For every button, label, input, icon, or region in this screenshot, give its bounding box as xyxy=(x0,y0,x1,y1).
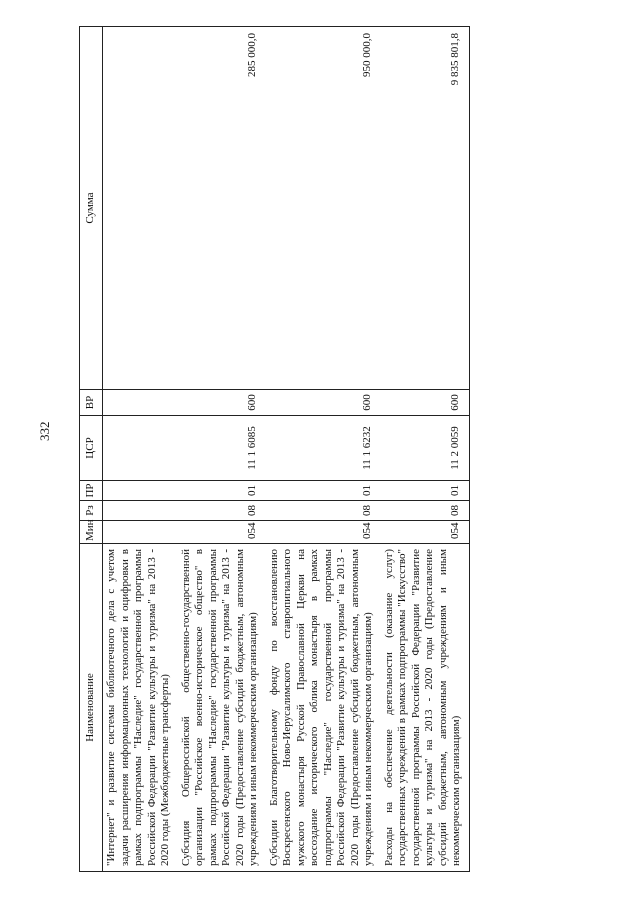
page-number: 332 xyxy=(37,421,52,441)
row-csr: 11 2 0059 xyxy=(381,416,470,481)
row-pr: 01 xyxy=(381,481,470,501)
row-min: 054 xyxy=(381,521,470,544)
budget-table xyxy=(79,26,470,872)
table-row xyxy=(178,27,266,872)
row-csr: 11 1 6232 xyxy=(266,416,381,481)
row-csr xyxy=(103,416,178,481)
header-rz: Рз xyxy=(80,501,103,521)
row-rz: 08 xyxy=(381,501,470,521)
row-sum: 9 835 801,8 xyxy=(381,27,470,390)
row-name: Расходы на обеспечение деятельности (оказание услуг) государственных учреждений в рамках подпрограммы "Искусство" государственной программы Российской Федерации "Развитие культуры и туризма" на 2013 - 2020 годы (Предоставление субсидий бюджетным, автономным учреждениям и иным некоммерческим организациям) xyxy=(381,544,470,872)
row-sum: 950 000,0 xyxy=(266,27,381,390)
row-csr: 11 1 6085 xyxy=(178,416,266,481)
table-header-row xyxy=(80,27,103,872)
header-sum: Сумма xyxy=(80,27,103,390)
row-pr xyxy=(103,481,178,501)
row-rz xyxy=(103,501,178,521)
row-name: Субсидия Общероссийской общественно-государственной организации "Российское военно-историческое общество" в рамках подпрограммы "Наследие" государственной программы Российской Федерации "Развитие культуры и туризма" на 2013 - 2020 годы (Предоставление субсидий бюджетным, автономным учреждениям и иным некоммерческим организациям) xyxy=(178,544,266,872)
row-vr: 600 xyxy=(266,390,381,416)
row-vr: 600 xyxy=(381,390,470,416)
table-row xyxy=(381,27,470,872)
table-row xyxy=(103,27,178,872)
budget-table-rotated xyxy=(79,27,575,872)
row-rz: 08 xyxy=(178,501,266,521)
row-vr: 600 xyxy=(178,390,266,416)
row-name: Субсидии Благотворительному фонду по восстановлению Воскресенского Ново-Иерусалимского ставропигиального мужского монастыря Русской Православной Церкви на воссоздание исторического облика монастыря в рамках подпрограммы "Наследие" государственной программы Российской Федерации "Развитие культуры и туризма" на 2013 - 2020 годы (Предоставление субсидий бюджетным, автономным учреждениям и иным некоммерческим организациям) xyxy=(266,544,381,872)
row-sum: 285 000,0 xyxy=(178,27,266,390)
row-rz: 08 xyxy=(266,501,381,521)
row-min: 054 xyxy=(266,521,381,544)
header-name: Наименование xyxy=(80,544,103,872)
header-min: Мин xyxy=(80,521,103,544)
header-vr: ВР xyxy=(80,390,103,416)
row-name: "Интернет" и развитие системы библиотечного дела с учетом задачи расширения информационных технологий и оцифровки в рамках подпрограммы "Наследие" государственной программы Российской Федерации "Развитие культуры и туризма" на 2013 - 2020 годы (Межбюджетные трансферты) xyxy=(103,544,178,872)
row-pr: 01 xyxy=(266,481,381,501)
header-csr: ЦСР xyxy=(80,416,103,481)
table-row xyxy=(266,27,381,872)
row-pr: 01 xyxy=(178,481,266,501)
row-vr xyxy=(103,390,178,416)
row-min: 054 xyxy=(178,521,266,544)
row-min xyxy=(103,521,178,544)
row-sum xyxy=(103,27,178,390)
header-pr: ПР xyxy=(80,481,103,501)
